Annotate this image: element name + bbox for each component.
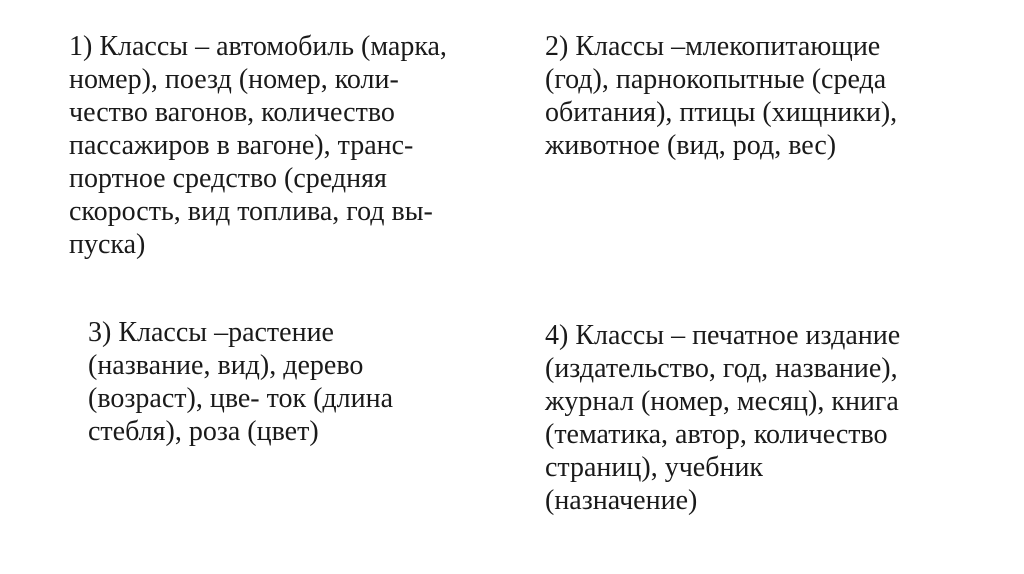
text-line: (тематика, автор, количество bbox=[545, 419, 888, 450]
text-block-3-plants bbox=[88, 316, 393, 448]
text-line: пуска) bbox=[69, 229, 146, 260]
text-line: журнал (номер, месяц), книга bbox=[545, 386, 899, 417]
text-line: стебля), роза (цвет) bbox=[88, 416, 319, 447]
text-line: страниц), учебник bbox=[545, 452, 764, 483]
text-line: номер), поезд (номер, коли- bbox=[69, 64, 399, 95]
text-line: (издательство, год, название), bbox=[545, 353, 898, 384]
text-line: (название, вид), дерево bbox=[88, 350, 364, 381]
text-line: 2) Классы –млекопитающие bbox=[545, 31, 881, 62]
text-block-2-animals bbox=[545, 30, 897, 162]
text-line: животное (вид, род, вес) bbox=[545, 130, 837, 161]
text-line: портное средство (средняя bbox=[69, 163, 387, 194]
text-line: 1) Классы – автомобиль (марка, bbox=[69, 31, 447, 62]
text-line: (назначение) bbox=[545, 485, 698, 516]
text-line: чество вагонов, количество bbox=[69, 97, 395, 128]
text-line: обитания), птицы (хищники), bbox=[545, 97, 898, 128]
text-line: 4) Классы – печатное издание bbox=[545, 320, 901, 351]
text-line: пассажиров в вагоне), транс- bbox=[69, 130, 414, 161]
text-line: (возраст), цве- ток (длина bbox=[88, 383, 394, 414]
text-line: (год), парнокопытные (среда bbox=[545, 64, 887, 95]
text-block-4-publications bbox=[545, 319, 900, 517]
text-block-1-vehicles bbox=[69, 30, 447, 261]
text-line: скорость, вид топлива, год вы- bbox=[69, 196, 433, 227]
text-line: 3) Классы –растение bbox=[88, 317, 334, 348]
